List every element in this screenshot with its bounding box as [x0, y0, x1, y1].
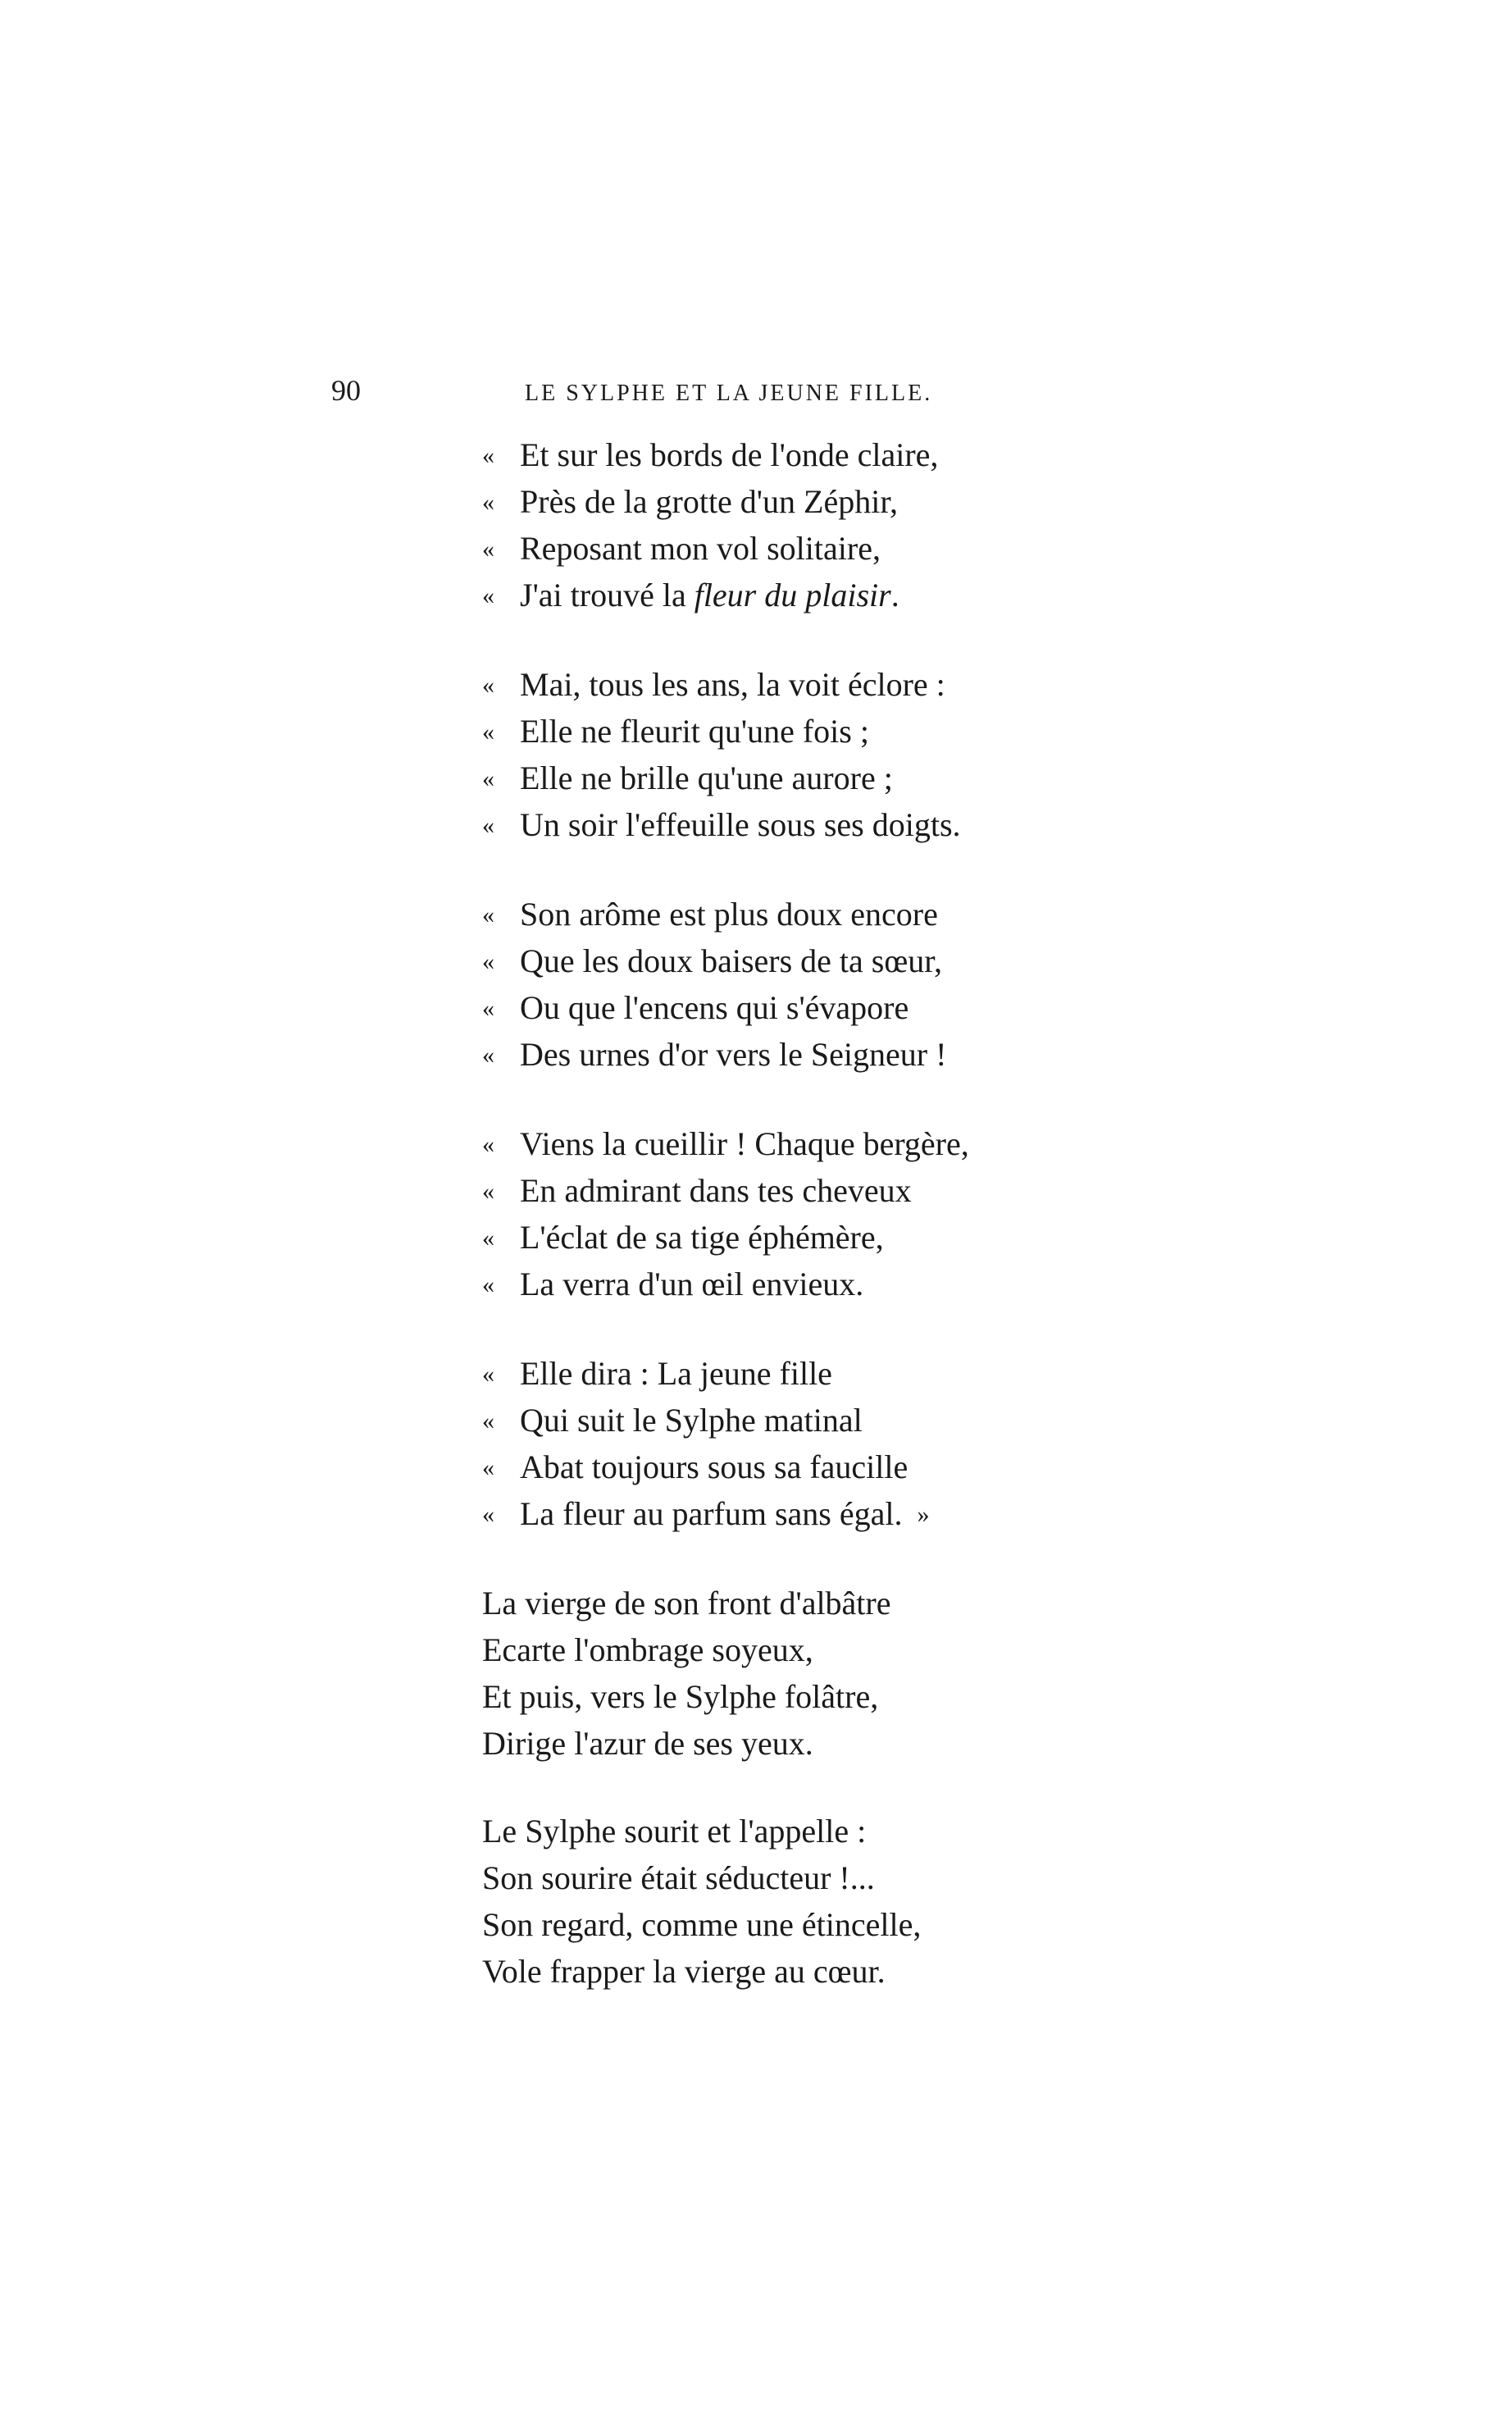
verse-line — [482, 801, 1073, 848]
opening-guillemet: « — [482, 995, 494, 1022]
verse-line — [482, 1120, 1073, 1167]
opening-guillemet: « — [482, 948, 494, 975]
poem-body — [482, 431, 1073, 2036]
verse-text: En admirant dans tes cheveux — [520, 1172, 912, 1209]
verse-text: Des urnes d'or vers le Seigneur ! — [520, 1036, 947, 1073]
verse-text-end: . — [890, 577, 899, 613]
verse-text: Elle ne brille qu'une aurore ; — [520, 759, 893, 796]
verse-line — [482, 478, 1073, 525]
verse-text: Ou que l'encens qui s'évapore — [520, 989, 909, 1026]
verse-text: Elle dira : La jeune fille — [520, 1355, 832, 1392]
opening-guillemet: « — [482, 718, 494, 746]
closing-guillemet: » — [917, 1501, 930, 1528]
verse-line — [482, 755, 1073, 801]
verse-line — [482, 1350, 1073, 1397]
verse-text: Mai, tous les ans, la voit éclore : — [520, 666, 945, 703]
verse-line: La vierge de son front d'albâtre — [482, 1585, 891, 1622]
verse-text: Elle ne fleurit qu'une fois ; — [520, 713, 869, 750]
opening-guillemet: « — [482, 812, 494, 839]
opening-guillemet: « — [482, 1042, 494, 1069]
verse-text: Un soir l'effeuille sous ses doigts. — [520, 806, 961, 843]
verse-line: Son regard, comme une étincelle, — [482, 1906, 922, 1943]
verse-line — [482, 1167, 1073, 1214]
verse-line — [482, 1397, 1073, 1444]
verse-text: Reposant mon vol solitaire, — [520, 530, 881, 567]
stanza-4 — [482, 1120, 1073, 1307]
opening-guillemet: « — [482, 1131, 494, 1158]
opening-guillemet: « — [482, 765, 494, 792]
running-title: LE SYLPHE ET LA JEUNE FILLE. — [525, 381, 933, 406]
verse-line — [482, 1444, 1073, 1490]
stanza-6 — [482, 1580, 1073, 1767]
opening-guillemet: « — [482, 1361, 494, 1388]
opening-guillemet: « — [482, 1271, 494, 1298]
verse-text: Près de la grotte d'un Zéphir, — [520, 483, 899, 520]
verse-line — [482, 891, 1073, 937]
verse-text: La fleur au parfum sans égal. — [520, 1495, 903, 1532]
verse-line: Et puis, vers le Sylphe folâtre, — [482, 1678, 879, 1715]
opening-guillemet: « — [482, 582, 494, 609]
verse-line: Le Sylphe sourit et l'appelle : — [482, 1813, 867, 1850]
verse-text: J'ai trouvé la — [520, 577, 695, 613]
page-number: 90 — [331, 374, 361, 407]
verse-line — [482, 431, 1073, 478]
verse-text: Viens la cueillir ! Chaque bergère, — [520, 1125, 969, 1162]
verse-text: Abat toujours sous sa faucille — [520, 1448, 909, 1485]
stanza-5 — [482, 1350, 1073, 1537]
verse-line — [482, 984, 1073, 1031]
opening-guillemet: « — [482, 1454, 494, 1481]
opening-guillemet: « — [482, 1225, 494, 1252]
opening-guillemet: « — [482, 1178, 494, 1205]
opening-guillemet: « — [482, 1501, 494, 1528]
stanza-7 — [482, 1808, 1073, 1995]
stanza-3 — [482, 891, 1073, 1078]
verse-text: Qui suit le Sylphe matinal — [520, 1402, 863, 1439]
opening-guillemet: « — [482, 1407, 494, 1434]
verse-text: L'éclat de sa tige éphémère, — [520, 1219, 884, 1256]
verse-text: Son arôme est plus doux encore — [520, 896, 938, 933]
verse-line — [482, 1031, 1073, 1078]
verse-line: Dirige l'azur de ses yeux. — [482, 1725, 813, 1762]
verse-line — [482, 1261, 1073, 1307]
verse-line — [482, 708, 1073, 755]
italic-phrase: fleur du plaisir — [694, 577, 891, 613]
verse-line: Vole frapper la vierge au cœur. — [482, 1953, 886, 1990]
verse-line — [482, 572, 1073, 618]
opening-guillemet: « — [482, 442, 494, 469]
opening-guillemet: « — [482, 489, 494, 516]
opening-guillemet: « — [482, 901, 494, 928]
stanza-2 — [482, 661, 1073, 848]
verse-text: La verra d'un œil envieux. — [520, 1266, 864, 1302]
opening-guillemet: « — [482, 672, 494, 699]
verse-line — [482, 525, 1073, 572]
opening-guillemet: « — [482, 536, 494, 563]
verse-line — [482, 1490, 1073, 1537]
verse-text: Et sur les bords de l'onde claire, — [520, 436, 939, 473]
verse-text: Que les doux baisers de ta sœur, — [520, 942, 942, 979]
verse-line — [482, 1214, 1073, 1261]
stanza-1 — [482, 431, 1073, 618]
verse-line — [482, 661, 1073, 708]
verse-line: Ecarte l'ombrage soyeux, — [482, 1631, 813, 1668]
verse-line: Son sourire était séducteur !... — [482, 1859, 875, 1896]
verse-line — [482, 937, 1073, 984]
